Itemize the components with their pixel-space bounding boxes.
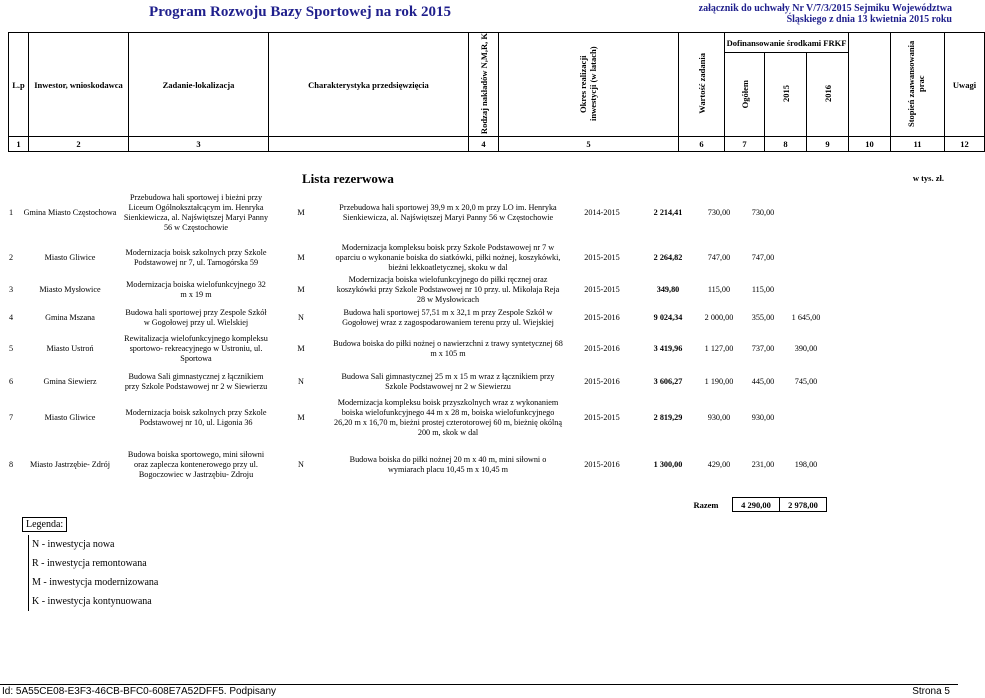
row-period: 2015-2016 bbox=[584, 377, 620, 386]
legend-item: K - inwestycja kontynuowana bbox=[32, 596, 152, 607]
units-label: w tys. zł. bbox=[912, 173, 944, 183]
col-number: 11 bbox=[891, 137, 945, 152]
row-task: Modernizacja boiska wielofunkcyjnego 32 m x 19 m bbox=[126, 280, 266, 299]
col-number: 2 bbox=[29, 137, 129, 152]
row-progress bbox=[828, 439, 856, 491]
row-lp: 6 bbox=[8, 377, 14, 386]
row-description: Budowa hali sportowej 57,51 m x 32,1 m przy Zespole Szkół w Gogołowej wraz z zagospodarowaniem terenu przy ul. Wiejskiej bbox=[342, 308, 554, 327]
header-total-label: Ogółem bbox=[739, 79, 750, 108]
row-total: 2 000,00 bbox=[704, 313, 734, 322]
row-task: Budowa Sali gimnastycznej z łącznikiem przy Szkole Podstawowej nr 2 w Siewierzu bbox=[124, 372, 268, 391]
col-number: 4 bbox=[469, 137, 499, 152]
header-progress-label: Stopień zaawansowania prac bbox=[905, 40, 926, 127]
row-2015: 115,00 bbox=[751, 285, 775, 294]
header-lp: L.p bbox=[9, 33, 29, 137]
row-2016: 390,00 bbox=[794, 344, 818, 353]
row-2015: 737,00 bbox=[751, 344, 775, 353]
row-investor: Miasto Jastrzębie- Zdrój bbox=[29, 460, 111, 469]
row-description: Modernizacja kompleksu boisk przyszkolnych wraz z wykonaniem boiska wielofunkcyjnego 44 m x 28 m, boiska wielofunkcyjnego 26,20 m x 16,70 m, bieżni prostej czterotorowej 60 m, bieżnię okólną 200 m, skok w dal bbox=[333, 398, 563, 437]
row-investor: Gmina Mszana bbox=[45, 313, 95, 322]
row-task: Modernizacja boisk szkolnych przy Szkole Podstawowej nr 10, ul. Ligonia 36 bbox=[125, 408, 267, 427]
row-value: 3 419,96 bbox=[653, 344, 683, 353]
legend-item: R - inwestycja remontowana bbox=[32, 558, 147, 569]
header-remarks: Uwagi bbox=[945, 33, 985, 137]
legend-item: N - inwestycja nowa bbox=[32, 539, 115, 550]
annex-note bbox=[699, 3, 952, 25]
row-2016 bbox=[784, 275, 828, 305]
header-empty bbox=[849, 33, 891, 137]
table-row bbox=[4, 241, 856, 275]
row-progress bbox=[828, 305, 856, 331]
row-2015: 930,00 bbox=[751, 413, 775, 422]
row-lp: 2 bbox=[8, 253, 14, 262]
row-value: 2 819,29 bbox=[653, 413, 683, 422]
header-task: Zadanie-lokalizacja bbox=[129, 33, 269, 137]
col-number: 6 bbox=[679, 137, 725, 152]
row-2016 bbox=[784, 397, 828, 439]
row-cost-type: M bbox=[297, 413, 305, 422]
table-row bbox=[4, 367, 856, 397]
row-period: 2015-2016 bbox=[584, 460, 620, 469]
row-task: Modernizacja boisk szkolnych przy Szkole Podstawowej nr 7, ul. Tarnogórska 59 bbox=[125, 248, 267, 267]
sum-total: 4 290,00 bbox=[733, 498, 780, 512]
header-description: Charakterystyka przedsięwzięcia bbox=[269, 33, 469, 137]
table-row bbox=[4, 397, 856, 439]
row-progress bbox=[828, 275, 856, 305]
legend-item: M - inwestycja modernizowana bbox=[32, 577, 159, 588]
row-total: 930,00 bbox=[707, 413, 731, 422]
row-period: 2015-2016 bbox=[584, 313, 620, 322]
row-cost-type: N bbox=[298, 313, 304, 322]
footer-id: Id: 5A55CE08-E3F3-46CB-BFC0-608E7A52DFF5. Podpisany bbox=[2, 686, 277, 697]
row-total: 1 127,00 bbox=[704, 344, 734, 353]
row-investor: Miasto Mysłowice bbox=[39, 285, 101, 294]
row-progress bbox=[828, 367, 856, 397]
row-progress bbox=[828, 185, 856, 241]
row-cost-type: M bbox=[297, 208, 305, 217]
annex-line-1: załącznik do uchwały Nr V/7/3/2015 Sejmiku Województwa bbox=[698, 3, 952, 14]
row-description: Modernizacja kompleksu boisk przy Szkole Podstawowej nr 7 w oparciu o wykonanie boiska do siatkówki, piłki nożnej, koszykówki, bieżni lekkoatletycznej, skoku w dal bbox=[335, 243, 561, 272]
col-number: 7 bbox=[725, 137, 765, 152]
col-number: 3 bbox=[129, 137, 269, 152]
header-investor: Inwestor, wnioskodawca bbox=[29, 33, 129, 137]
table-row bbox=[4, 275, 856, 305]
row-investor: Gmina Miasto Częstochowa bbox=[23, 208, 117, 217]
row-2015: 445,00 bbox=[751, 377, 775, 386]
row-2016 bbox=[784, 241, 828, 275]
table-row bbox=[4, 305, 856, 331]
row-period: 2014-2015 bbox=[584, 208, 620, 217]
table-row bbox=[4, 185, 856, 241]
row-2016: 745,00 bbox=[794, 377, 818, 386]
col-number: 10 bbox=[849, 137, 891, 152]
row-lp: 4 bbox=[8, 313, 14, 322]
row-description: Modernizacja boiska wielofunkcyjnego do piłki ręcznej oraz koszykówki przy Szkole Podstawowej nr 10 przy. ul. Mikołaja Reja 28 w Mysłowicach bbox=[336, 275, 560, 304]
header-period bbox=[499, 33, 679, 137]
row-task: Budowa boiska sportowego, mini siłowni oraz zaplecza kontenerowego przy ul. Bogoczowiec w Jastrzębiu- Zdroju bbox=[127, 450, 265, 479]
row-2016: 1 645,00 bbox=[791, 313, 821, 322]
row-period: 2015-2016 bbox=[584, 344, 620, 353]
row-cost-type: N bbox=[298, 377, 304, 386]
row-investor: Miasto Gliwice bbox=[44, 253, 96, 262]
col-number: 1 bbox=[9, 137, 29, 152]
header-period-label: Okres realizacji inwestycji (w latach) bbox=[577, 46, 598, 121]
section-title: Lista rezerwowa bbox=[302, 171, 394, 186]
row-2015: 747,00 bbox=[751, 253, 775, 262]
col-number: 9 bbox=[807, 137, 849, 152]
row-cost-type: M bbox=[297, 253, 305, 262]
row-2016 bbox=[784, 185, 828, 241]
sum-2015: 2 978,00 bbox=[780, 498, 827, 512]
col-number: 5 bbox=[499, 137, 679, 152]
row-task: Przebudowa hali sportowej i bieżni przy Liceum Ogólnokształcącym im. Henryka Sienkiewicza, al. Najświętszej Maryi Panny 56 w Częstochowie bbox=[123, 193, 269, 232]
table-row bbox=[4, 439, 856, 491]
row-progress bbox=[828, 241, 856, 275]
col-number bbox=[269, 137, 469, 152]
document-title: Program Rozwoju Bazy Sportowej na rok 2015 bbox=[149, 4, 451, 20]
row-lp: 8 bbox=[8, 460, 14, 469]
row-value: 3 606,27 bbox=[653, 377, 683, 386]
header-total bbox=[725, 53, 765, 137]
header-cost-type-label: Rodzaj nakładów N,M,R, K bbox=[478, 33, 489, 135]
row-2015: 355,00 bbox=[751, 313, 775, 322]
row-period: 2015-2015 bbox=[584, 413, 620, 422]
legend bbox=[28, 535, 198, 611]
table-row bbox=[4, 331, 856, 367]
row-lp: 7 bbox=[8, 413, 14, 422]
row-2015: 231,00 bbox=[751, 460, 775, 469]
sum-table bbox=[680, 497, 827, 512]
header-2016 bbox=[807, 53, 849, 137]
row-period: 2015-2015 bbox=[584, 285, 620, 294]
header-progress bbox=[891, 33, 945, 137]
row-value: 2 264,82 bbox=[653, 253, 683, 262]
legend-title: Legenda: bbox=[22, 517, 67, 532]
footer bbox=[0, 684, 958, 697]
row-lp: 5 bbox=[8, 344, 14, 353]
row-investor: Miasto Ustroń bbox=[46, 344, 94, 353]
row-period: 2015-2015 bbox=[584, 253, 620, 262]
row-description: Budowa boiska do piłki nożnej o nawierzchni z trawy syntetycznej 68 m x 105 m bbox=[333, 339, 563, 358]
row-total: 1 190,00 bbox=[704, 377, 734, 386]
row-lp: 3 bbox=[8, 285, 14, 294]
header-2015 bbox=[765, 53, 807, 137]
row-investor: Miasto Gliwice bbox=[44, 413, 96, 422]
row-2016: 198,00 bbox=[794, 460, 818, 469]
row-value: 9 024,34 bbox=[653, 313, 683, 322]
row-value: 1 300,00 bbox=[653, 460, 683, 469]
row-2015: 730,00 bbox=[751, 208, 775, 217]
row-total: 747,00 bbox=[707, 253, 731, 262]
header-table bbox=[8, 32, 985, 152]
row-lp: 1 bbox=[8, 208, 14, 217]
row-progress bbox=[828, 397, 856, 439]
row-task: Rewitalizacja wielofunkcyjnego kompleksu sportowo- rekreacyjnego w Ustroniu, ul. Sportowa bbox=[124, 334, 268, 363]
header-2015-label: 2015 bbox=[780, 85, 791, 103]
header-value bbox=[679, 33, 725, 137]
row-total: 429,00 bbox=[707, 460, 731, 469]
header-2016-label: 2016 bbox=[822, 85, 833, 103]
row-value: 2 214,41 bbox=[653, 208, 683, 217]
row-investor: Gmina Siewierz bbox=[43, 377, 97, 386]
reserve-list-table bbox=[4, 185, 856, 491]
row-total: 115,00 bbox=[707, 285, 731, 294]
footer-page: Strona 5 bbox=[912, 686, 950, 697]
col-number: 8 bbox=[765, 137, 807, 152]
row-description: Budowa boiska do piłki nożnej 20 m x 40 m, mini siłowni o wymiarach placu 10,45 m x 10,45 m bbox=[349, 455, 547, 474]
row-cost-type: M bbox=[297, 285, 305, 294]
row-description: Budowa Sali gimnastycznej 25 m x 15 m wraz z łącznikiem przy Szkole Podstawowej nr 2 w Siewierzu bbox=[341, 372, 555, 391]
row-value: 349,80 bbox=[656, 285, 680, 294]
col-number: 12 bbox=[945, 137, 985, 152]
row-cost-type: M bbox=[297, 344, 305, 353]
row-task: Budowa hali sportowej przy Zespole Szkół w Gogołowej przy ul. Wielskiej bbox=[125, 308, 267, 327]
header-value-label: Wartość zadania bbox=[696, 53, 707, 114]
row-cost-type: N bbox=[298, 460, 304, 469]
row-total: 730,00 bbox=[707, 208, 731, 217]
sum-label: Razem bbox=[693, 499, 719, 510]
header-frkf: Dofinansowanie środkami FRKF bbox=[725, 33, 849, 53]
row-description: Przebudowa hali sportowej 39,9 m x 20,0 m przy LO im. Henryka Sienkiewicza, al. Najświętszej Maryi Panny 56 w Częstochowie bbox=[339, 203, 557, 222]
header-cost-type bbox=[469, 33, 499, 137]
row-progress bbox=[828, 331, 856, 367]
annex-line-2: Śląskiego z dnia 13 kwietnia 2015 roku bbox=[786, 14, 952, 25]
